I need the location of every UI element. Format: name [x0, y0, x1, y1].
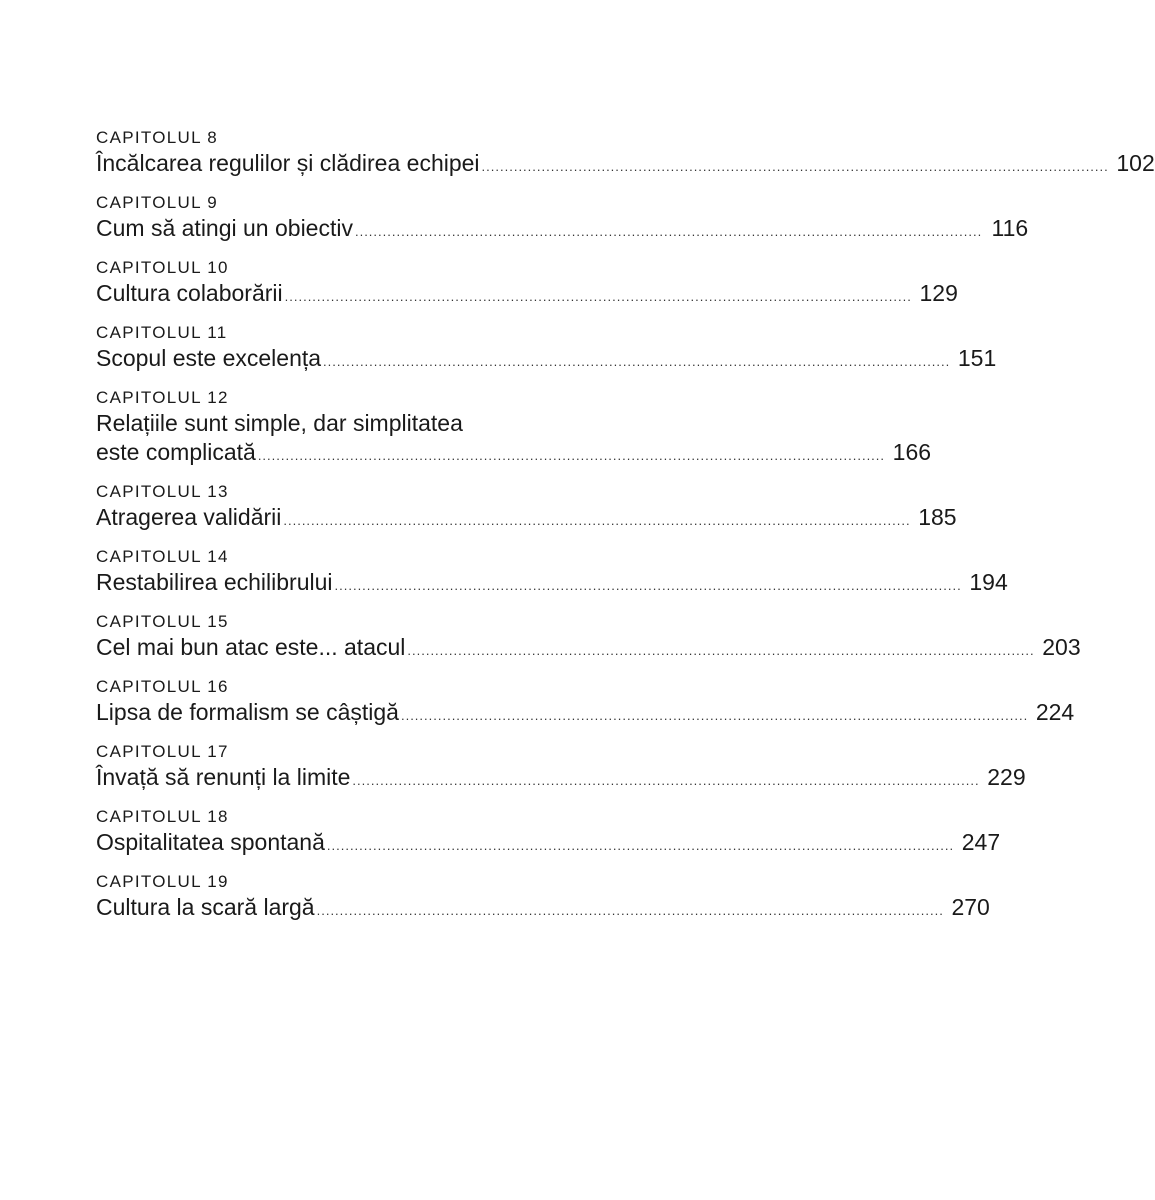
chapter-title: Cultura la scară largă [96, 894, 315, 920]
chapter-label: CAPITOLUL 8 [96, 128, 219, 147]
toc-title-line [96, 438, 932, 467]
chapter-label: CAPITOLUL 10 [96, 258, 229, 277]
page-number: 270 [951, 894, 990, 920]
toc-entry-chapter-8[interactable] [96, 127, 1155, 178]
dot-leader: ........................................................................................................................................ [316, 903, 944, 918]
chapter-title: Ospitalitatea spontană [96, 829, 325, 855]
toc-title-line [96, 214, 1029, 243]
chapter-title: Învață să renunți la limite [96, 764, 351, 790]
dot-leader: ........................................................................................................................................ [257, 448, 886, 463]
chapter-title: Cultura colaborării [96, 280, 283, 306]
chapter-title-first-line: Relațiile sunt simple, dar simplitatea [96, 410, 463, 436]
chapter-label: CAPITOLUL 9 [96, 193, 219, 212]
table-of-contents [96, 127, 1155, 936]
dot-leader: ........................................................................................................................................ [352, 773, 980, 788]
page-number: 229 [987, 764, 1026, 790]
toc-entry-chapter-14[interactable] [96, 546, 1008, 597]
chapter-label: CAPITOLUL 18 [96, 807, 229, 826]
page-number: 102 [1116, 150, 1155, 176]
page-number: 247 [961, 829, 1001, 855]
chapter-title: Atragerea validării [96, 504, 282, 530]
page-number: 194 [969, 569, 1008, 595]
page-number: 203 [1042, 634, 1081, 660]
toc-entry-chapter-19[interactable] [96, 871, 990, 922]
toc-entry-chapter-11[interactable] [96, 322, 997, 373]
toc-title-line [96, 503, 957, 532]
toc-title-line [96, 828, 1001, 857]
dot-leader: ........................................................................................................................................ [323, 354, 951, 369]
dot-leader: ........................................................................................................................................ [400, 708, 1029, 723]
chapter-title: Scopul este excelența [96, 345, 322, 371]
chapter-label: CAPITOLUL 15 [96, 612, 229, 631]
dot-leader: ........................................................................................................................................ [481, 159, 1109, 174]
chapter-title: Încălcarea regulilor și clădirea echipei [96, 150, 480, 176]
page-number: 185 [918, 504, 957, 530]
toc-entry-chapter-13[interactable] [96, 481, 957, 532]
page-number: 129 [919, 280, 958, 306]
toc-title-line [96, 568, 1008, 597]
toc-title-line [96, 893, 990, 922]
page-number: 116 [991, 215, 1029, 241]
chapter-label: CAPITOLUL 12 [96, 388, 229, 407]
chapter-title: Restabilirea echilibrului [96, 569, 333, 595]
chapter-title: este complicată [96, 439, 256, 465]
toc-title-line [96, 633, 1081, 662]
toc-entry-chapter-17[interactable] [96, 741, 1026, 792]
toc-title-line [96, 279, 958, 308]
toc-entry-chapter-18[interactable] [96, 806, 1001, 857]
toc-entry-chapter-9[interactable] [96, 192, 1029, 243]
toc-title-line [96, 344, 997, 373]
toc-entry-chapter-12[interactable] [96, 387, 932, 467]
chapter-label: CAPITOLUL 17 [96, 742, 229, 761]
dot-leader: ........................................................................................................................................ [284, 289, 912, 304]
toc-entry-chapter-16[interactable] [96, 676, 1075, 727]
page-number: 151 [957, 345, 997, 371]
dot-leader: ........................................................................................................................................ [407, 643, 1035, 658]
dot-leader: ........................................................................................................................................ [326, 838, 955, 853]
chapter-label: CAPITOLUL 14 [96, 547, 229, 566]
page-number: 166 [892, 439, 932, 465]
dot-leader: ........................................................................................................................................ [354, 224, 983, 239]
chapter-label: CAPITOLUL 19 [96, 872, 229, 891]
toc-entry-chapter-15[interactable] [96, 611, 1081, 662]
chapter-label: CAPITOLUL 16 [96, 677, 229, 696]
chapter-title: Cum să atingi un obiectiv [96, 215, 353, 241]
chapter-label: CAPITOLUL 13 [96, 482, 229, 501]
page-number: 224 [1035, 699, 1075, 725]
toc-entry-chapter-10[interactable] [96, 257, 958, 308]
chapter-title: Lipsa de formalism se câștigă [96, 699, 399, 725]
toc-title-line [96, 763, 1026, 792]
toc-title-line [96, 149, 1155, 178]
dot-leader: ........................................................................................................................................ [283, 513, 911, 528]
dot-leader: ........................................................................................................................................ [334, 578, 962, 593]
toc-title-line [96, 698, 1075, 727]
chapter-title: Cel mai bun atac este... atacul [96, 634, 406, 660]
chapter-label: CAPITOLUL 11 [96, 323, 228, 342]
